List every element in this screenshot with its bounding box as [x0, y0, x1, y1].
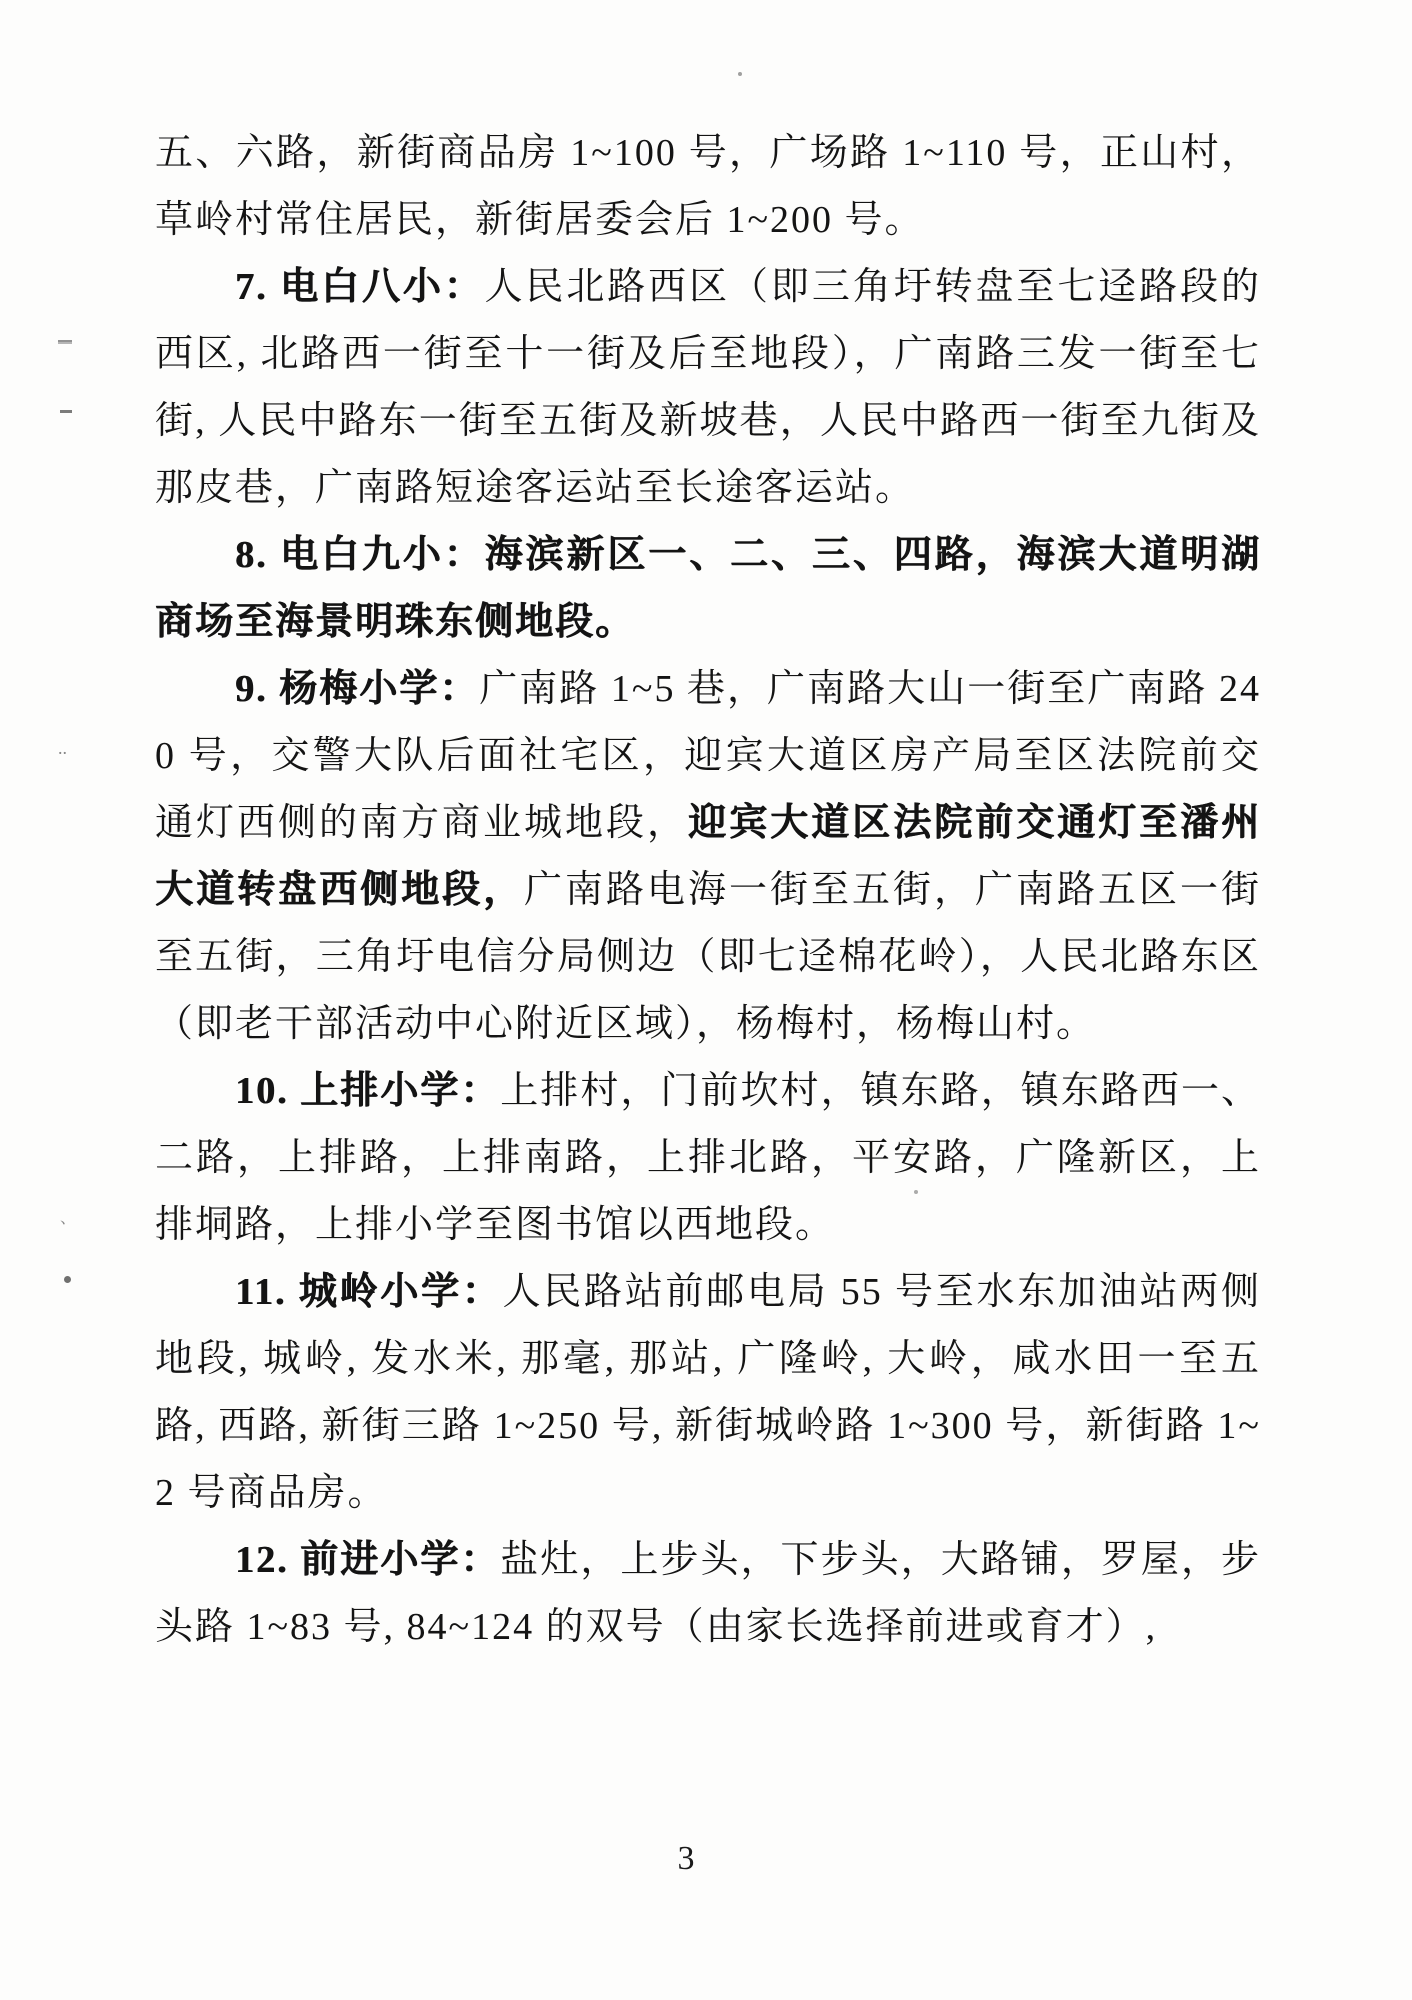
bold-text-run: 10. 上排小学：: [235, 1070, 501, 1112]
paragraph: [155, 1058, 1261, 1259]
scan-artifact: [738, 72, 742, 76]
text-run: 广南路电海一街至五街，广南路五区一街至五街，三角圩电信分局侧边（即七迳棉花岭），人民北路东区（即老干部活动中心附近区域），杨梅村，杨梅山村。: [155, 869, 1261, 1045]
bold-text-run: 12. 前进小学：: [235, 1539, 501, 1581]
paragraph: [155, 656, 1261, 1058]
text-run: 人民路站前邮电局 55 号至水东加油站两侧地段, 城岭, 发水米, 那毫, 那站, 广隆岭, 大岭，咸水田一至五路, 西路, 新街三路 1~250 号, 新街城岭路 1~300 号，新街路 1~2 号商品房。: [155, 1271, 1261, 1514]
bold-text-run: 迎宾大道区法院前交通灯至潘州大道转盘西侧地段，: [155, 802, 1261, 911]
text-run: 盐灶，上步头，下步头，大路铺，罗屋，步头路 1~83 号, 84~124 的双号（由家长选择前进或育才）,: [155, 1539, 1261, 1648]
bold-text-run: 7. 电白八小：: [235, 266, 485, 308]
page-number: 3: [677, 1840, 695, 1877]
scan-artifact: [58, 340, 72, 344]
text-run: 广南路 1~5 巷，广南路大山一街至广南路 240 号，交警大队后面社宅区，迎宾大道区房产局至区法院前交通灯西侧的南方商业城地段，: [155, 668, 1261, 844]
bold-text-run: 9. 杨梅小学：: [235, 668, 480, 710]
paragraph: [155, 522, 1261, 656]
bold-text-run: 8. 电白九小：: [235, 534, 485, 576]
paragraph: [155, 120, 1261, 254]
bold-text-run: 11. 城岭小学：: [235, 1271, 503, 1313]
text-run: 人民北路西区（即三角圩转盘至七迳路段的西区, 北路西一街至十一街及后至地段），广南路三发一街至七街, 人民中路东一街至五街及新坡巷，人民中路西一街至九街及那皮巷，广南路短途客运站至长途客运站。: [155, 266, 1261, 509]
scan-artifact: ..: [58, 738, 67, 758]
paragraph: [155, 254, 1261, 522]
scan-artifact: [60, 410, 72, 413]
bold-text-run: 海滨新区一、二、三、四路，海滨大道明湖商场至海景明珠东侧地段。: [155, 534, 1261, 643]
text-run: 上排村，门前坎村，镇东路，镇东路西一、二路，上排路，上排南路，上排北路，平安路，广隆新区，上排垌路，上排小学至图书馆以西地段。: [155, 1070, 1261, 1246]
scan-artifact: [914, 1190, 918, 1194]
document-body: [155, 120, 1261, 1661]
paragraph: [155, 1259, 1261, 1527]
scan-artifact: 、: [60, 1210, 77, 1227]
text-run: 五、六路，新街商品房 1~100 号，广场路 1~110 号，正山村，草岭村常住居民，新街居委会后 1~200 号。: [155, 132, 1261, 241]
paragraph: [155, 1527, 1261, 1661]
scan-artifact: [64, 1276, 71, 1283]
